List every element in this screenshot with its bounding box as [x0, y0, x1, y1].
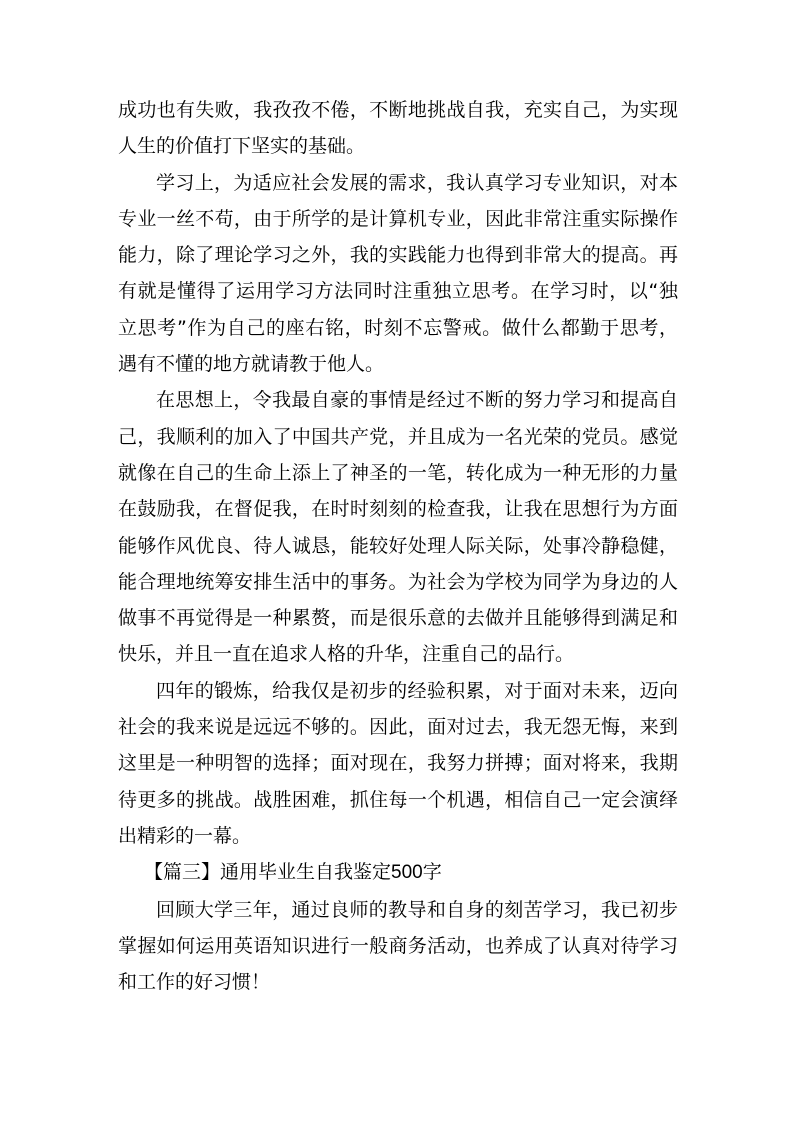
section-heading [118, 854, 678, 891]
paragraph-continuation: 成功也有失败，我孜孜不倦，不断地挑战自我，充实自己，为实现人生的价值打下坚实的基础。 [118, 99, 678, 158]
paragraph-review: 回顾大学三年，通过良师的教导和自身的刻苦学习，我已初步掌握如何运用英语知识进行一般商务活动，也养成了认真对待学习和工作的好习惯！ [118, 898, 678, 994]
paragraph-study: 学习上，为适应社会发展的需求，我认真学习专业知识，对本专业一丝不苟，由于所学的是计算机专业，因此非常注重实际操作能力，除了理论学习之外，我的实践能力也得到非常大的提高。再有就是懂得了运用学习方法同时注重独立思考。在学习时，以“独立思考”作为自己的座右铭，时刻不忘警戒。做什么都勤于思考，遇有不懂的地方就请教于他人。 [118, 171, 678, 376]
section-heading-number: 500 [391, 862, 423, 884]
paragraph-thought: 在思想上，令我最自豪的事情是经过不断的努力学习和提高自己，我顺利的加入了中国共产党，并且成为一名光荣的党员。感觉就像在自己的生命上添上了神圣的一笔，转化成为一种无形的力量在鼓励我，在督促我，在时时刻刻的检查我，让我在思想行为方面能够作风优良、待人诚恳，能较好处理人际关际，处事冷静稳健，能合理地统筹安排生活中的事务。为社会为学校为同学为身边的人做事不再觉得是一种累赘，而是很乐意的去做并且能够得到满足和快乐，并且一直在追求人格的升华，注重自己的品行。 [118, 389, 678, 666]
section-heading-label: 【篇三】通用毕业生自我鉴定 [144, 861, 392, 884]
paragraph-training: 四年的锻炼，给我仅是初步的经验积累，对于面对未来，迈向社会的我来说是远远不够的。因此，面对过去，我无怨无悔，来到这里是一种明智的选择；面对现在，我努力拼搏；面对将来，我期待更多的挑战。战胜困难，抓住每一个机遇，相信自己一定会演绎出精彩的一幕。 [118, 679, 678, 847]
section-heading-suffix: 字 [422, 861, 442, 884]
document-body [118, 92, 678, 1000]
